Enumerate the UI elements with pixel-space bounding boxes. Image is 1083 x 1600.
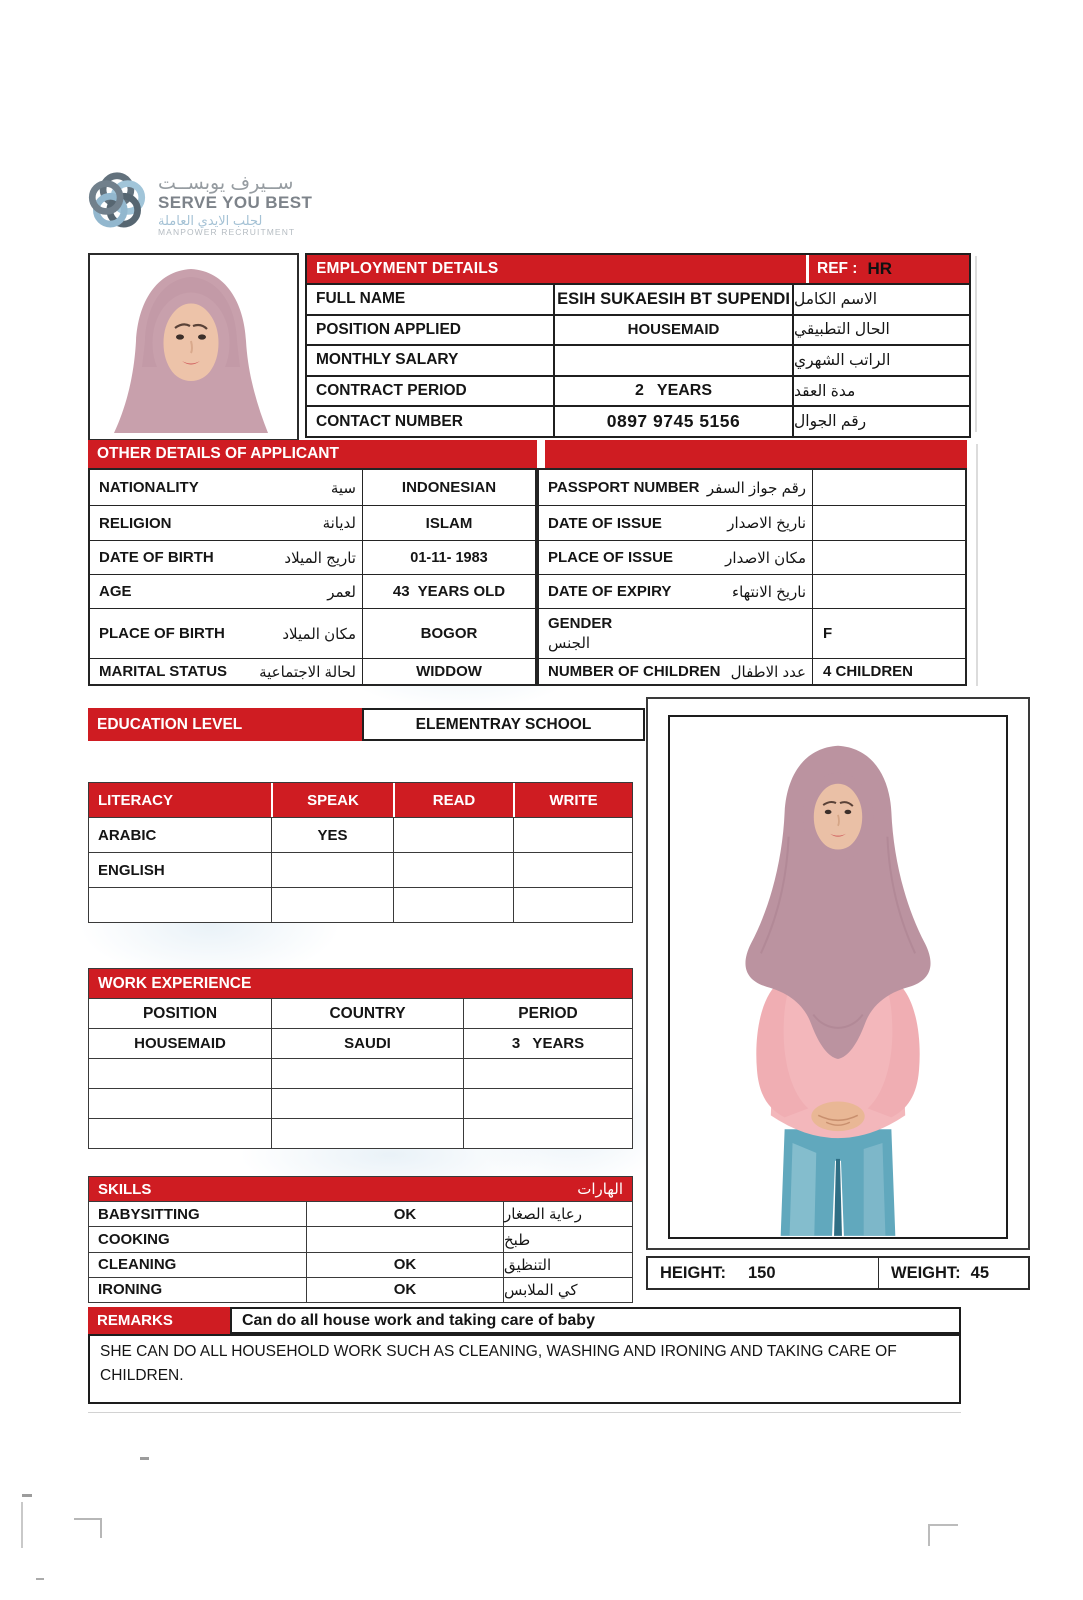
column-header: PERIOD — [463, 999, 632, 1028]
skill-label: BABYSITTING — [98, 1205, 200, 1223]
logo-arabic-tagline: لجلب الايدي العاملة — [158, 212, 263, 228]
skill-arabic: طبخ — [503, 1227, 632, 1251]
row-value: BOGOR — [362, 609, 535, 658]
period-cell — [463, 1119, 632, 1148]
row-label: PLACE OF ISSUE — [548, 549, 674, 566]
logo-name: SERVE YOU BEST — [158, 192, 313, 212]
row-value: WIDDOW — [362, 659, 535, 684]
full-body-illustration — [670, 717, 1006, 1237]
skill-label: IRONING — [98, 1281, 163, 1299]
table-row — [307, 314, 969, 345]
row-label: MONTHLY SALARY — [316, 351, 459, 369]
row-value — [812, 470, 965, 505]
scan-ghost-line — [975, 256, 977, 432]
literacy-table — [88, 782, 633, 923]
row-label: NATIONALITY — [99, 479, 199, 496]
row-value: 43 YEARS OLD — [362, 575, 535, 608]
row-label: DATE OF EXPIRY — [548, 583, 672, 600]
table-row — [89, 1226, 632, 1251]
table-row — [307, 375, 969, 406]
row-label: GENDER — [548, 615, 613, 632]
table-row — [89, 1058, 632, 1088]
scan-artifact-dash — [22, 1494, 32, 1497]
row-arabic-label: مدة العقد — [792, 377, 969, 406]
speak-cell — [271, 888, 393, 922]
table-row — [90, 540, 535, 574]
table-row — [90, 505, 535, 540]
work-experience-title: WORK EXPERIENCE — [89, 969, 632, 998]
table-row — [539, 658, 965, 684]
table-row — [89, 887, 632, 922]
table-row — [90, 658, 535, 684]
row-arabic-label: لديانة — [322, 515, 356, 532]
agency-logo — [84, 166, 312, 237]
table-row — [307, 344, 969, 375]
table-row — [539, 608, 965, 658]
row-value — [812, 541, 965, 574]
skill-value — [306, 1227, 503, 1251]
scan-ghost-line — [88, 1412, 961, 1413]
language-cell: ENGLISH — [98, 861, 165, 879]
row-value: ISLAM — [362, 506, 535, 540]
row-arabic-label: رقم جواز السفر — [706, 479, 806, 497]
table-row — [539, 470, 965, 505]
ref-label: REF : — [817, 260, 858, 277]
row-arabic-label: سية — [330, 479, 356, 497]
applicant-headshot-photo — [88, 253, 299, 441]
speak-cell — [271, 853, 393, 887]
row-value: HOUSEMAID — [553, 316, 792, 345]
table-row — [89, 1252, 632, 1277]
row-value: F — [812, 609, 965, 658]
row-value: 2 YEARS — [553, 377, 792, 406]
column-header: COUNTRY — [271, 999, 463, 1028]
remarks-body: SHE CAN DO ALL HOUSEHOLD WORK SUCH AS CLEANING, WASHING AND IRONING AND TAKING CARE OF CHILDREN. — [88, 1334, 961, 1404]
skills-title: SKILLS — [98, 1180, 152, 1198]
row-label: MARITAL STATUS — [99, 663, 228, 680]
position-cell — [89, 1059, 271, 1088]
table-row — [89, 1088, 632, 1118]
table-row — [90, 608, 535, 658]
headshot-illustration — [90, 255, 293, 435]
row-label: NUMBER OF CHILDREN — [548, 663, 721, 680]
column-header: WRITE — [513, 783, 632, 817]
table-row — [89, 1277, 632, 1302]
table-row — [89, 1118, 632, 1148]
skills-table — [88, 1176, 633, 1303]
row-value — [812, 575, 965, 608]
skill-arabic: كي الملابس — [503, 1278, 632, 1302]
period-cell — [463, 1089, 632, 1118]
row-arabic-label: لعمر — [327, 583, 356, 601]
work-header-row — [89, 998, 632, 1028]
row-value: ESIH SUKAESIH BT SUPENDI — [553, 285, 792, 314]
table-row — [89, 1201, 632, 1226]
country-cell: SAUDI — [271, 1029, 463, 1058]
skill-label: COOKING — [98, 1231, 170, 1248]
employment-title: EMPLOYMENT DETAILS — [316, 260, 499, 277]
row-value: 0897 9745 5156 — [553, 407, 792, 436]
skill-label: CLEANING — [98, 1256, 177, 1274]
weight-value: 45 — [970, 1263, 990, 1282]
table-row — [90, 574, 535, 608]
row-arabic-label: مكان الميلاد — [282, 625, 356, 643]
row-arabic-label: الراتب الشهري — [792, 346, 969, 375]
row-value — [812, 506, 965, 540]
country-cell — [271, 1059, 463, 1088]
row-label: AGE — [99, 583, 132, 600]
row-value: 01-11- 1983 — [362, 541, 535, 574]
row-arabic-label: تاريج الميلاد — [284, 549, 356, 567]
row-arabic-label: لحالة الاجتماعية — [259, 663, 356, 681]
row-arabic-label: عدد الاطفال — [730, 663, 806, 681]
table-row — [307, 405, 969, 436]
row-label: PASSPORT NUMBER — [548, 479, 700, 496]
read-cell — [393, 853, 513, 887]
ref-cell — [806, 255, 969, 283]
row-value: INDONESIAN — [362, 470, 535, 505]
row-label: CONTRACT PERIOD — [316, 382, 467, 400]
table-row — [89, 852, 632, 887]
logo-tagline: MANPOWER RECRUITMENT — [158, 227, 296, 238]
height-cell — [648, 1258, 879, 1288]
period-cell — [463, 1059, 632, 1088]
other-details-left — [88, 468, 537, 686]
scan-artifact-corner — [928, 1524, 958, 1546]
row-arabic-label: رقم الجوال — [792, 407, 969, 436]
other-details-right — [537, 468, 967, 686]
scan-artifact-dash — [140, 1457, 149, 1460]
literacy-header-row — [89, 783, 632, 817]
employment-details-table — [305, 253, 971, 438]
position-cell — [89, 1119, 271, 1148]
employment-header — [307, 255, 969, 283]
country-cell — [271, 1119, 463, 1148]
remarks-label: REMARKS — [88, 1307, 230, 1334]
table-row — [89, 817, 632, 852]
row-arabic-label: مكان الاصدار — [725, 549, 806, 567]
education-level-value: ELEMENTRAY SCHOOL — [362, 708, 645, 741]
position-cell — [89, 1089, 271, 1118]
row-label: CONTACT NUMBER — [316, 412, 463, 430]
row-arabic-label: الجنس — [548, 635, 591, 652]
height-value: 150 — [748, 1263, 776, 1282]
read-cell — [393, 818, 513, 852]
education-level-label: EDUCATION LEVEL — [88, 708, 362, 741]
row-arabic-label: ناريخ الاصدار — [727, 515, 806, 532]
height-label: HEIGHT: — [660, 1263, 726, 1282]
skill-arabic: التنظيق — [503, 1253, 632, 1277]
height-weight-strip — [646, 1256, 1030, 1290]
work-experience-table — [88, 968, 633, 1149]
speak-cell: YES — [271, 818, 393, 852]
table-row — [89, 1028, 632, 1058]
logo-arabic-name: ســيرف يوبســت — [158, 173, 294, 194]
language-cell — [89, 888, 271, 922]
column-header: SPEAK — [271, 783, 393, 817]
row-label: DATE OF ISSUE — [548, 514, 662, 532]
full-body-photo-panel — [646, 697, 1030, 1250]
skill-value: OK — [306, 1202, 503, 1226]
row-arabic-label: ناريخ الانتهاء — [732, 583, 806, 601]
row-label: DATE OF BIRTH — [99, 549, 214, 566]
write-cell — [513, 888, 632, 922]
table-row — [307, 283, 969, 314]
scan-ghost-line — [976, 444, 978, 686]
skill-arabic: رعاية الصغار — [503, 1202, 632, 1226]
weight-label: WEIGHT: — [891, 1263, 961, 1282]
skill-value: OK — [306, 1253, 503, 1277]
row-arabic-label: الحال التطبيقي — [792, 316, 969, 345]
column-header: LITERACY — [98, 791, 173, 809]
applicant-full-body-photo — [668, 715, 1008, 1239]
knot-logo-icon — [84, 166, 150, 236]
row-label: POSITION APPLIED — [316, 320, 461, 338]
other-details-table — [88, 440, 967, 686]
language-cell: ARABIC — [98, 826, 157, 844]
write-cell — [513, 853, 632, 887]
row-value: 4 CHILDREN — [812, 659, 965, 684]
row-arabic-label: الاسم الكامل — [792, 285, 969, 314]
weight-cell — [879, 1258, 1028, 1288]
country-cell — [271, 1089, 463, 1118]
period-cell: 3 YEARS — [463, 1029, 632, 1058]
table-row — [539, 574, 965, 608]
row-label: FULL NAME — [316, 290, 406, 308]
other-details-title: OTHER DETAILS OF APPLICANT — [88, 440, 537, 468]
table-row — [90, 470, 535, 505]
position-cell: HOUSEMAID — [134, 1035, 226, 1052]
table-row — [539, 505, 965, 540]
row-value — [553, 346, 792, 375]
skills-title-arabic: الهارات — [577, 1181, 623, 1199]
scan-artifact-dash — [36, 1578, 44, 1580]
other-details-header-right — [545, 440, 967, 468]
column-header: POSITION — [142, 1004, 218, 1022]
remarks-headline: Can do all house work and taking care of baby — [230, 1307, 961, 1334]
scan-artifact-line — [21, 1502, 23, 1548]
skill-value: OK — [306, 1278, 503, 1302]
column-header: READ — [393, 783, 513, 817]
ref-value: HR — [867, 259, 893, 278]
row-label: RELIGION — [99, 514, 172, 532]
write-cell — [513, 818, 632, 852]
table-row — [539, 540, 965, 574]
skills-header — [89, 1177, 632, 1201]
scan-artifact-corner — [74, 1518, 102, 1538]
row-label: PLACE OF BIRTH — [99, 625, 225, 642]
read-cell — [393, 888, 513, 922]
